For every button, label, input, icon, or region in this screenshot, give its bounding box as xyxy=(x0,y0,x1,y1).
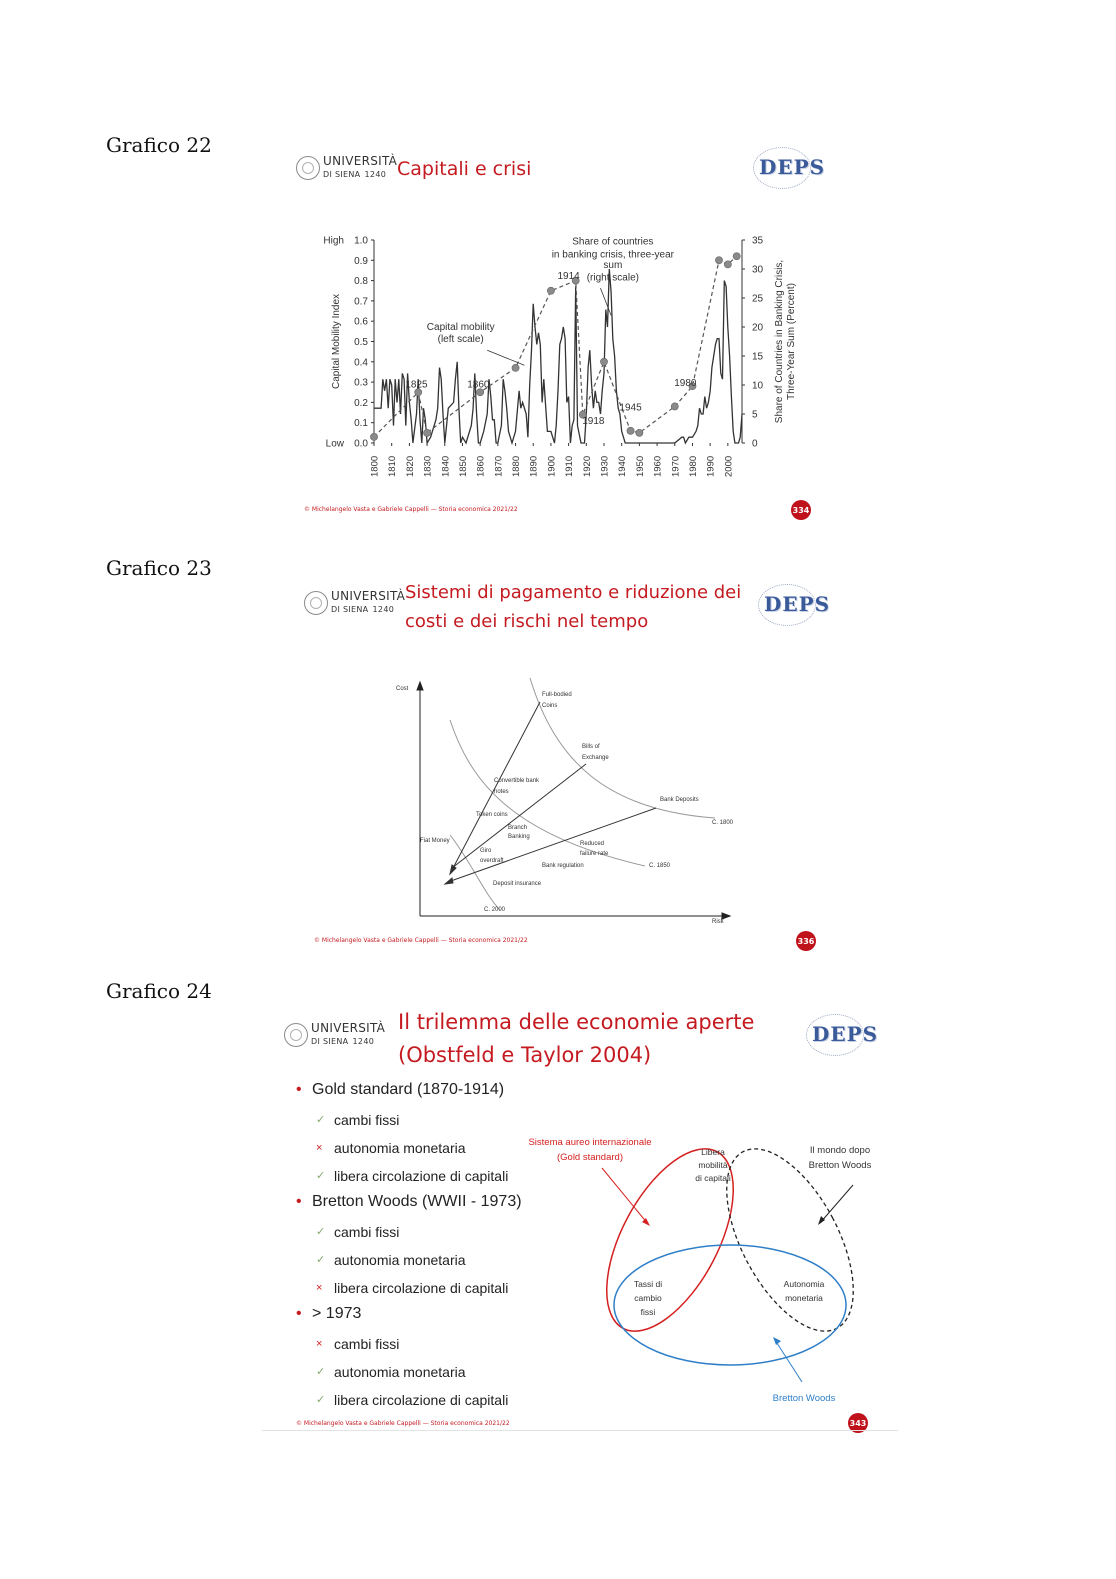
label-risk: Risk xyxy=(712,919,724,925)
footer-credit: © Michelangelo Vasta e Gabriele Cappelli — Storia economica 2021/22 xyxy=(304,506,518,513)
deps-logo: DEPS xyxy=(812,1022,879,1046)
label-banking: Banking xyxy=(508,834,530,840)
chart-annotation: 1918 xyxy=(582,415,605,427)
left-tick-label: 0.7 xyxy=(354,296,368,308)
logo-sub: DI SIENA xyxy=(311,1037,349,1046)
check-icon: ✓ xyxy=(316,1254,326,1266)
y-axis-label-left: Capital Mobility Index xyxy=(331,293,342,390)
capital-mobility-point xyxy=(724,261,731,268)
x-tick-label: 1840 xyxy=(440,455,452,477)
trilemma-bullets xyxy=(296,1078,522,1414)
page-number: 334 xyxy=(791,500,811,520)
capital-mobility-point xyxy=(715,257,722,264)
y-axis-arrow-icon xyxy=(417,682,423,690)
y-axis-label-right-2: Three-Year Sum (Percent) xyxy=(786,283,797,400)
label-c1850: C. 1850 xyxy=(649,863,671,869)
bullet-item: ✓ autonomia monetaria xyxy=(296,1358,522,1386)
arrow-head-1-icon xyxy=(450,865,456,874)
series-banking-crisis-line xyxy=(374,269,742,443)
logo-name: UNIVERSITÀ xyxy=(323,154,398,168)
capital-mobility-point xyxy=(671,403,678,410)
label-overdraft: overdraft xyxy=(480,858,504,864)
slide-title-line-1: Sistemi di pagamento e riduzione dei xyxy=(405,582,742,603)
label-full-bodied: Full-bodied xyxy=(542,692,572,698)
logo-name: UNIVERSITÀ xyxy=(311,1021,386,1035)
label-capitali-2: mobilità xyxy=(698,1160,728,1170)
logo-sub: DI SIENA xyxy=(331,605,369,614)
x-tick-label: 1850 xyxy=(457,455,469,477)
deps-logo: DEPS xyxy=(759,155,826,179)
label-notes: notes xyxy=(494,789,509,795)
chart-capitali-crisi xyxy=(296,230,816,510)
capital-mobility-point xyxy=(370,433,377,440)
left-tick-label: 0.1 xyxy=(354,418,368,430)
check-icon: ✓ xyxy=(316,1114,326,1126)
cross-icon: × xyxy=(316,1338,323,1350)
x-tick-label: 1960 xyxy=(652,455,664,477)
left-tick-label: 0.2 xyxy=(354,397,368,409)
series-capital-mobility-line xyxy=(374,256,737,437)
label-bank-regulation: Bank regulation xyxy=(542,863,584,869)
section-label-23: Grafico 23 xyxy=(106,556,212,580)
curve-c1850 xyxy=(450,720,645,866)
chart-annotation: (right scale) xyxy=(586,272,639,284)
right-tick-label: 35 xyxy=(752,235,764,247)
left-tick-label: 0.8 xyxy=(354,276,368,288)
chart-annotation: 1945 xyxy=(619,402,642,414)
x-tick-label: 1900 xyxy=(546,455,558,477)
chart-annotation: sum xyxy=(603,259,623,271)
left-tick-label: 0.9 xyxy=(354,255,368,267)
right-tick-label: 5 xyxy=(752,409,758,421)
bullet-item: × libera circolazione di capitali xyxy=(296,1274,522,1302)
chart-annotation: 1914 xyxy=(557,270,580,282)
label-deposit-insurance: Deposit insurance xyxy=(493,881,542,887)
capital-mobility-point xyxy=(547,287,554,294)
label-c1800: C. 1800 xyxy=(712,820,734,826)
label-c2000: C. 2000 xyxy=(484,907,506,913)
chart-annotation: in banking crisis, three-year xyxy=(551,249,674,261)
capital-mobility-point xyxy=(512,364,519,371)
x-tick-label: 1940 xyxy=(617,455,629,477)
bullet-item: ✓ cambi fissi xyxy=(296,1106,522,1134)
x-tick-label: 1830 xyxy=(422,455,434,477)
label-giro: Giro xyxy=(480,848,492,854)
capital-mobility-point xyxy=(636,429,643,436)
x-tick-label: 1920 xyxy=(581,455,593,477)
bullet-item: ✓ cambi fissi xyxy=(296,1218,522,1246)
slide-title-line-1: Il trilemma delle economie aperte xyxy=(398,1010,755,1034)
university-logo xyxy=(304,590,405,616)
x-tick-label: 1800 xyxy=(369,455,381,477)
x-tick-label: 1910 xyxy=(564,455,576,477)
x-tick-label: 1980 xyxy=(687,455,699,477)
left-tick-label: 0.3 xyxy=(354,377,368,389)
slide-title-line-2: (Obstfeld e Taylor 2004) xyxy=(398,1043,652,1067)
capital-mobility-point xyxy=(733,253,740,260)
check-icon: ✓ xyxy=(316,1366,326,1378)
label-mondo-1: Il mondo dopo xyxy=(809,1145,871,1156)
bullet-item: × autonomia monetaria xyxy=(296,1134,522,1162)
right-tick-label: 25 xyxy=(752,293,764,305)
bullet-gold-standard: • Gold standard (1870-1914) xyxy=(296,1078,522,1106)
chart-annotation: (left scale) xyxy=(437,334,484,346)
page-number: 343 xyxy=(848,1413,868,1433)
label-gold-1: Sistema aureo internazionale xyxy=(528,1137,652,1148)
trilemma-venn-diagram xyxy=(520,1125,880,1415)
label-coins: Coins xyxy=(542,703,558,709)
x-tick-label: 1870 xyxy=(493,455,505,477)
cross-icon: × xyxy=(316,1282,323,1294)
label-tassi-2: cambio xyxy=(634,1293,662,1303)
x-tick-label: 1930 xyxy=(599,455,611,477)
label-autonomia-1: Autonomia xyxy=(783,1279,825,1289)
cross-icon: × xyxy=(316,1142,323,1154)
check-icon: ✓ xyxy=(316,1170,326,1182)
chart-annotation: Capital mobility xyxy=(426,321,495,333)
low-label: Low xyxy=(325,438,344,450)
slide-title-line-2: costi e dei rischi nel tempo xyxy=(405,611,649,632)
chart-annotation: 1825 xyxy=(405,379,428,391)
arrow-head-3-icon xyxy=(445,878,453,884)
deps-logo: DEPS xyxy=(764,592,831,616)
chart-annotation: 1980 xyxy=(674,378,697,390)
section-label-22: Grafico 22 xyxy=(106,133,212,157)
label-tassi-3: fissi xyxy=(640,1307,656,1317)
right-tick-label: 30 xyxy=(752,264,764,276)
high-label: High xyxy=(323,235,344,247)
chart-annotation: Share of countries xyxy=(572,236,654,248)
page-divider xyxy=(262,1430,898,1431)
arrow-mondo-head-icon xyxy=(818,1216,825,1225)
logo-year: 1240 xyxy=(372,605,395,614)
bullet-item: × cambi fissi xyxy=(296,1330,522,1358)
label-tassi-1: Tassi di xyxy=(633,1279,663,1289)
chart-annotation: 1860 xyxy=(467,379,490,391)
slide-title: Capitali e crisi xyxy=(397,158,532,180)
check-icon: ✓ xyxy=(316,1226,326,1238)
diagram-payment-systems xyxy=(390,670,750,930)
slide-title xyxy=(405,578,741,636)
bullet-item: ✓ libera circolazione di capitali xyxy=(296,1162,522,1190)
footer-credit: © Michelangelo Vasta e Gabriele Cappelli — Storia economica 2021/22 xyxy=(296,1420,510,1427)
university-seal-icon xyxy=(304,591,328,615)
label-capitali-1: Libera xyxy=(701,1147,725,1157)
x-tick-label: 1860 xyxy=(475,455,487,477)
label-mondo-2: Bretton Woods xyxy=(808,1160,872,1171)
slide-title xyxy=(398,1006,754,1072)
label-bank-deposits: Bank Deposits xyxy=(660,797,699,803)
label-exchange: Exchange xyxy=(582,755,609,761)
label-branch: Branch xyxy=(508,825,528,831)
university-logo xyxy=(284,1022,385,1048)
university-seal-icon xyxy=(284,1023,308,1047)
university-logo xyxy=(296,155,397,181)
bullet-post-1973: • > 1973 xyxy=(296,1302,522,1330)
label-failure-rate: failure rate xyxy=(580,851,609,857)
left-tick-label: 0.4 xyxy=(354,357,368,369)
label-reduced: Reduced xyxy=(580,841,605,847)
label-bills-of: Bills of xyxy=(582,744,600,750)
right-tick-label: 20 xyxy=(752,322,764,334)
bullet-item: ✓ autonomia monetaria xyxy=(296,1246,522,1274)
arrow-gold-standard-head-icon xyxy=(642,1218,650,1226)
label-cost: Cost xyxy=(396,686,409,692)
x-tick-label: 1820 xyxy=(404,455,416,477)
left-tick-label: 1.0 xyxy=(354,235,368,247)
label-gold-2: (Gold standard) xyxy=(556,1152,624,1163)
x-tick-label: 1970 xyxy=(670,455,682,477)
arrow-bretton-head-icon xyxy=(773,1337,781,1345)
right-tick-label: 10 xyxy=(752,380,764,392)
arrow-bretton xyxy=(775,1340,802,1382)
bullet-item: ✓ libera circolazione di capitali xyxy=(296,1386,522,1414)
label-convertible-bank: Convertible bank xyxy=(494,778,540,784)
logo-year: 1240 xyxy=(364,170,387,179)
x-tick-label: 1810 xyxy=(387,455,399,477)
label-capitali-3: di capitali xyxy=(695,1173,731,1183)
logo-name: UNIVERSITÀ xyxy=(331,589,406,603)
bullet-bretton-woods: • Bretton Woods (WWII - 1973) xyxy=(296,1190,522,1218)
x-tick-label: 1990 xyxy=(705,455,717,477)
y-axis-label-right-1: Share of Countries in Banking Crisis, xyxy=(774,259,785,424)
section-label-24: Grafico 24 xyxy=(106,979,212,1003)
check-icon: ✓ xyxy=(316,1394,326,1406)
x-tick-label: 1950 xyxy=(634,455,646,477)
left-tick-label: 0.6 xyxy=(354,316,368,328)
x-tick-label: 1890 xyxy=(528,455,540,477)
label-autonomia-2: monetaria xyxy=(785,1293,823,1303)
venn-bretton-woods-ellipse xyxy=(614,1245,846,1365)
arrow-line-1 xyxy=(452,702,540,870)
left-tick-label: 0.5 xyxy=(354,337,368,348)
right-tick-label: 15 xyxy=(752,351,764,363)
footer-credit: © Michelangelo Vasta e Gabriele Cappelli — Storia economica 2021/22 xyxy=(314,937,528,944)
logo-sub: DI SIENA xyxy=(323,170,361,179)
right-tick-label: 0 xyxy=(752,438,758,450)
label-bretton: Bretton Woods xyxy=(772,1393,836,1404)
x-tick-label: 2000 xyxy=(723,455,735,477)
logo-year: 1240 xyxy=(352,1037,375,1046)
label-fiat-money: Fiat Money xyxy=(420,838,450,844)
university-seal-icon xyxy=(296,156,320,180)
label-token-coins: Token coins xyxy=(476,812,508,818)
left-tick-label: 0.0 xyxy=(354,438,368,450)
annotation-arrow-mobility xyxy=(487,350,524,365)
x-tick-label: 1880 xyxy=(511,455,523,477)
capital-mobility-point xyxy=(600,358,607,365)
page-number: 336 xyxy=(796,931,816,951)
capital-mobility-point xyxy=(423,429,430,436)
capital-mobility-point xyxy=(627,427,634,434)
